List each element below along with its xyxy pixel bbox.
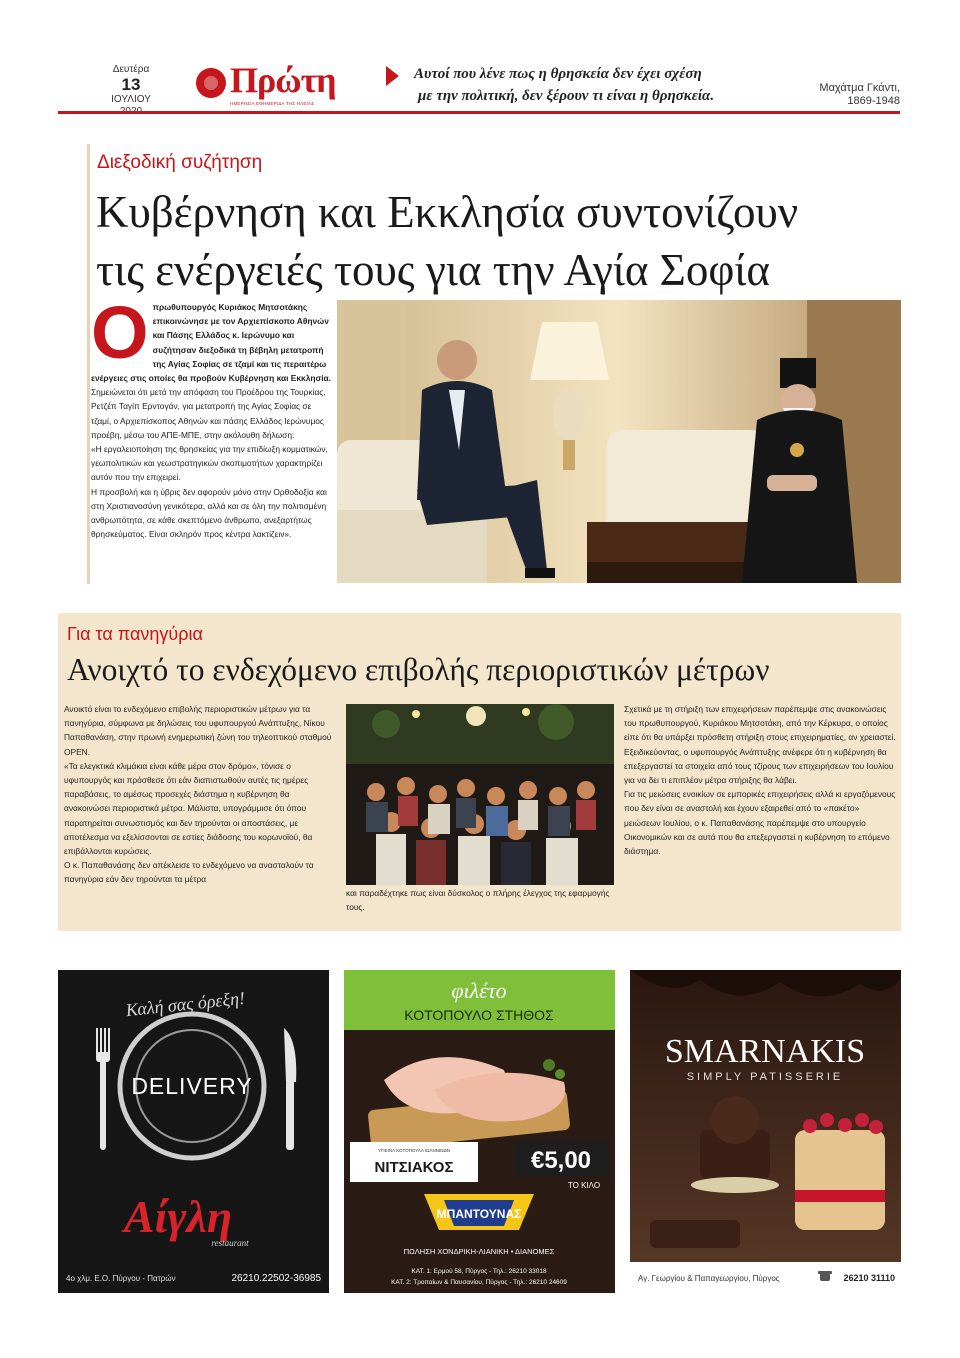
date-month: ΙΟΥΛΙΟΥ	[111, 94, 151, 105]
header-quote	[414, 63, 734, 107]
newspaper-logo[interactable]	[196, 60, 348, 110]
ad-store: ΜΠΑΝΤΟΥΝΑΣ	[436, 1207, 522, 1221]
drop-cap: Ο	[91, 291, 149, 374]
headline-line: τις ενέργειές τους για την Αγία Σοφία	[96, 245, 770, 295]
ad-product: ΚΟΤΟΠΟΥΛΟ ΣΤΗΘΟΣ	[404, 1007, 554, 1023]
date-weekday: Δευτέρα	[112, 64, 150, 75]
ad-subtitle: SIMPLY PATISSERIE	[686, 1071, 844, 1083]
ad-store-address-1: ΚΑΤ. 1: Ερμού 58, Πύργος - Τηλ.: 26210 33018	[411, 1268, 547, 1275]
ad-phone: 26210.22502-36985	[231, 1273, 321, 1284]
article2-paragraph: Σχετικά με τη στήριξη των επιχειρήσεων παρέπεμψε στις ανακοινώσεις του πρωθυπουργού, Κυριάκου Μητσοτάκη, από την Κέρκυρα, ο οποίος είπε ότι θα υπάρξει πρόσθετη στήριξη στους επιχειρηματίες, αν χρειαστεί.	[624, 704, 896, 743]
ad-store-desc: ΠΩΛΗΣΗ ΧΟΝΔΡΙΚΗ-ΛΙΑΝΙΚΗ • ΔΙΑΝΟΜΕΣ	[403, 1247, 555, 1256]
ad-supplier: ΝΙΤΣΙΑΚΟΣ	[374, 1159, 454, 1176]
article1-paragraph: Η προσβολή και η ύβρις δεν αφορούν μόνο στην Ορθοδοξία και στη Χριστιανοσύνη γενικότερα, αλλά και σε όλη την πολιτισμένη ανθρωπότητα, σε κάθε σκεπτόμενο άνθρωπο, ανεξαρτήτως θρησκεύματος. Είναι σκληρόν προς κέντρα λακτίζειν».	[91, 486, 327, 540]
article2-column	[346, 886, 613, 914]
date-day: 13	[121, 75, 141, 94]
play-arrow-icon	[386, 66, 399, 86]
article2-paragraph: «Τα ελεγκτικά κλιμάκια είναι κάθε μέρα στον δρόμο», τόνισε ο υφυπουργός και πρόσθεσε ότι εάν διαπιστωθούν αυτές τις ημέρες παραβάσεις, το αμέσως προσεχές διάστημα η κυβέρνηση θα ανακοινώσει περιοριστικά μέτρα. Μάλιστα, υπογράμμισε ότι όπου παρατηρείται συνωστισμός και δεν τηρούνται οι αποστάσεις, με αποτέλεσμα να εξελίσσονται σε εστίες διάδοσης του κορωνοϊού, θα επιβάλλονται κυρώσεις.	[64, 760, 313, 857]
meeting-photo-illustration	[337, 300, 901, 583]
ad-address: Αγ. Γεωργίου & Παπαγεωργίου, Πύργος	[638, 1274, 780, 1283]
quote-line: Αυτοί που λένε πως η θρησκεία δεν έχει σχέση	[414, 66, 702, 82]
article2-paragraph: Για τις μειώσεις ενοικίων σε εμπορικές επιχειρήσεις αλλά κι εργαζόμενους που δεν είναι σε αναστολή και έχουν εξαιρεθεί από το «πακέτο» μειώσεων Ιουλίου, ο κ. Παπαθανάσης παρέπεμψε στο υπουργείο Οικονομικών και σε αυτά που θα επεξεργαστεί η κυβέρνηση το επόμενο διάστημα.	[624, 789, 896, 857]
ad-store-address-2: ΚΑΤ. 2: Τροπαίων & Παυσανίου, Πύργος - Τηλ.: 26210 24609	[391, 1279, 567, 1286]
ad-brand-sub: restaurant	[211, 1238, 249, 1248]
article1-photo	[337, 300, 901, 583]
article2-headline[interactable]: Ανοιχτό το ενδεχόμενο επιβολής περιοριστικών μέτρων	[67, 652, 770, 687]
ad-butcher-artwork	[344, 970, 615, 1293]
article1-lead: πρωθυπουργός Κυριάκος Μητσοτάκης επικοινώνησε με τον Αρχιεπίσκοπο Αθηνών και Πάσης Ελλάδος κ. Ιερώνυμο και συζήτησαν διεξοδικά τη βέβηλη μετατροπή της Αγίας Σοφίας σε τζαμί και τις περαιτέρω ενέργειες στις οποίες θα προβούν Κυβέρνηση και Εκκλησία.	[91, 302, 332, 384]
headline-line: Κυβέρνηση και Εκκλησία συντονίζουν	[96, 187, 799, 237]
article2-paragraph: Ο κ. Παπαθανάσης δεν απέκλεισε το ενδεχόμενο να ανασταλούν τα πανηγύρια εάν δεν τηρούνται τα μέτρα	[64, 860, 314, 885]
ad-brand: Αίγλη	[123, 1191, 233, 1242]
ad-patisserie-artwork	[630, 970, 901, 1293]
ad-script-title: φιλέτο	[451, 978, 507, 1003]
festival-crowd-illustration	[346, 704, 614, 885]
quote-author	[770, 82, 900, 108]
article1-paragraph: «Η εργαλειοποίηση της θρησκείας για την επιδίωξη κομματικών, γεωπολιτικών και γεωστρατηγικών σκοπιμοτήτων χαρακτηρίζει αυτόν που την επιχειρεί.	[91, 444, 328, 483]
ad-restaurant-artwork	[58, 970, 329, 1293]
logo-emblem-icon	[196, 68, 226, 98]
ad-phone: 26210 31110	[843, 1273, 895, 1283]
ad-restaurant-delivery[interactable]	[58, 970, 329, 1293]
ad-address: 4ο χλμ. Ε.Ο. Πύργου - Πατρών	[66, 1274, 176, 1283]
logo-wordmark: Πρώτη	[230, 60, 336, 100]
author-years: 1869-1948	[847, 95, 900, 107]
author-name: Μαχάτμα Γκάντι,	[819, 82, 900, 94]
logo-tagline: ΗΜΕΡΗΣΙΑ ΕΦΗΜΕΡΙΔΑ ΤΗΣ ΗΛΕΙΑΣ	[230, 101, 315, 106]
ad-patisserie[interactable]	[630, 970, 901, 1293]
article1-paragraph: Σημειώνεται ότι μετά την απόφαση του Προέδρου της Τουρκίας, Ρετζέπ Ταγίπ Ερντογάν, για μετατροπή της Αγίας Σοφίας σε τζαμί, ο Αρχιεπίσκοπος Αθηνών και πάσης Ελλάδος Ιερώνυμος προέβη, μέσω του ΑΠΕ-ΜΠΕ, στην ακόλουθη δήλωση:	[91, 387, 326, 440]
ad-unit: ΤΟ ΚΙΛΟ	[567, 1181, 601, 1190]
kicker-rule	[87, 144, 90, 584]
phone-icon	[818, 1271, 832, 1281]
header-divider	[58, 111, 900, 114]
ad-brand: SMARNAKIS	[664, 1033, 866, 1070]
article2-column	[624, 702, 896, 858]
article2-paragraph: και παραδέχτηκε πως είναι δύσκολος ο πλήρης έλεγχος της εφαρμογής τους.	[346, 888, 610, 913]
article1-headline[interactable]	[96, 183, 906, 299]
article2-paragraph: Ανοικτό είναι το ενδεχόμενο επιβολής περιοριστικών μέτρων για τα πανηγύρια, σύμφωνα με δηλώσεις του υφυπουργού Ανάπτυξης, Νίκου Παπαθανάση, στην πρωινή ενημερωτική ζώνη του τηλεοπτικού σταθμού OPEN.	[64, 704, 332, 757]
article2-kicker: Για τα πανηγύρια	[67, 624, 203, 644]
ad-delivery-label: DELIVERY	[131, 1073, 253, 1099]
article2-column	[64, 702, 336, 887]
article2-paragraph: Εξειδικεύοντας, ο υφυπουργός Ανάπτυξης ανέφερε ότι η κυβέρνηση θα επεξεργαστεί τα στοιχεία από τους τζίρους των επιχειρήσεων του Ιουλίου για να δει τι επιπλέον μέτρα στήριξης θα λάβει.	[624, 746, 894, 786]
ad-greeting: Καλή σας όρεξη!	[124, 987, 246, 1021]
article2-photo	[346, 704, 614, 885]
ad-price: €5,00	[530, 1147, 592, 1174]
quote-line: με την πολιτική, δεν ξέρουν τι είναι η θρησκεία.	[418, 88, 715, 104]
article1-body	[91, 291, 333, 541]
issue-date	[100, 64, 162, 118]
ad-supplier-small: ΥΓΙΕΙΝΑ ΚΟΤΟΠΟΥΛΑ ΙΩΑΝΝΙΝΩΝ	[377, 1148, 451, 1153]
article1-kicker: Διεξοδική συζήτηση	[97, 152, 263, 173]
ad-butcher-chicken[interactable]	[344, 970, 615, 1293]
